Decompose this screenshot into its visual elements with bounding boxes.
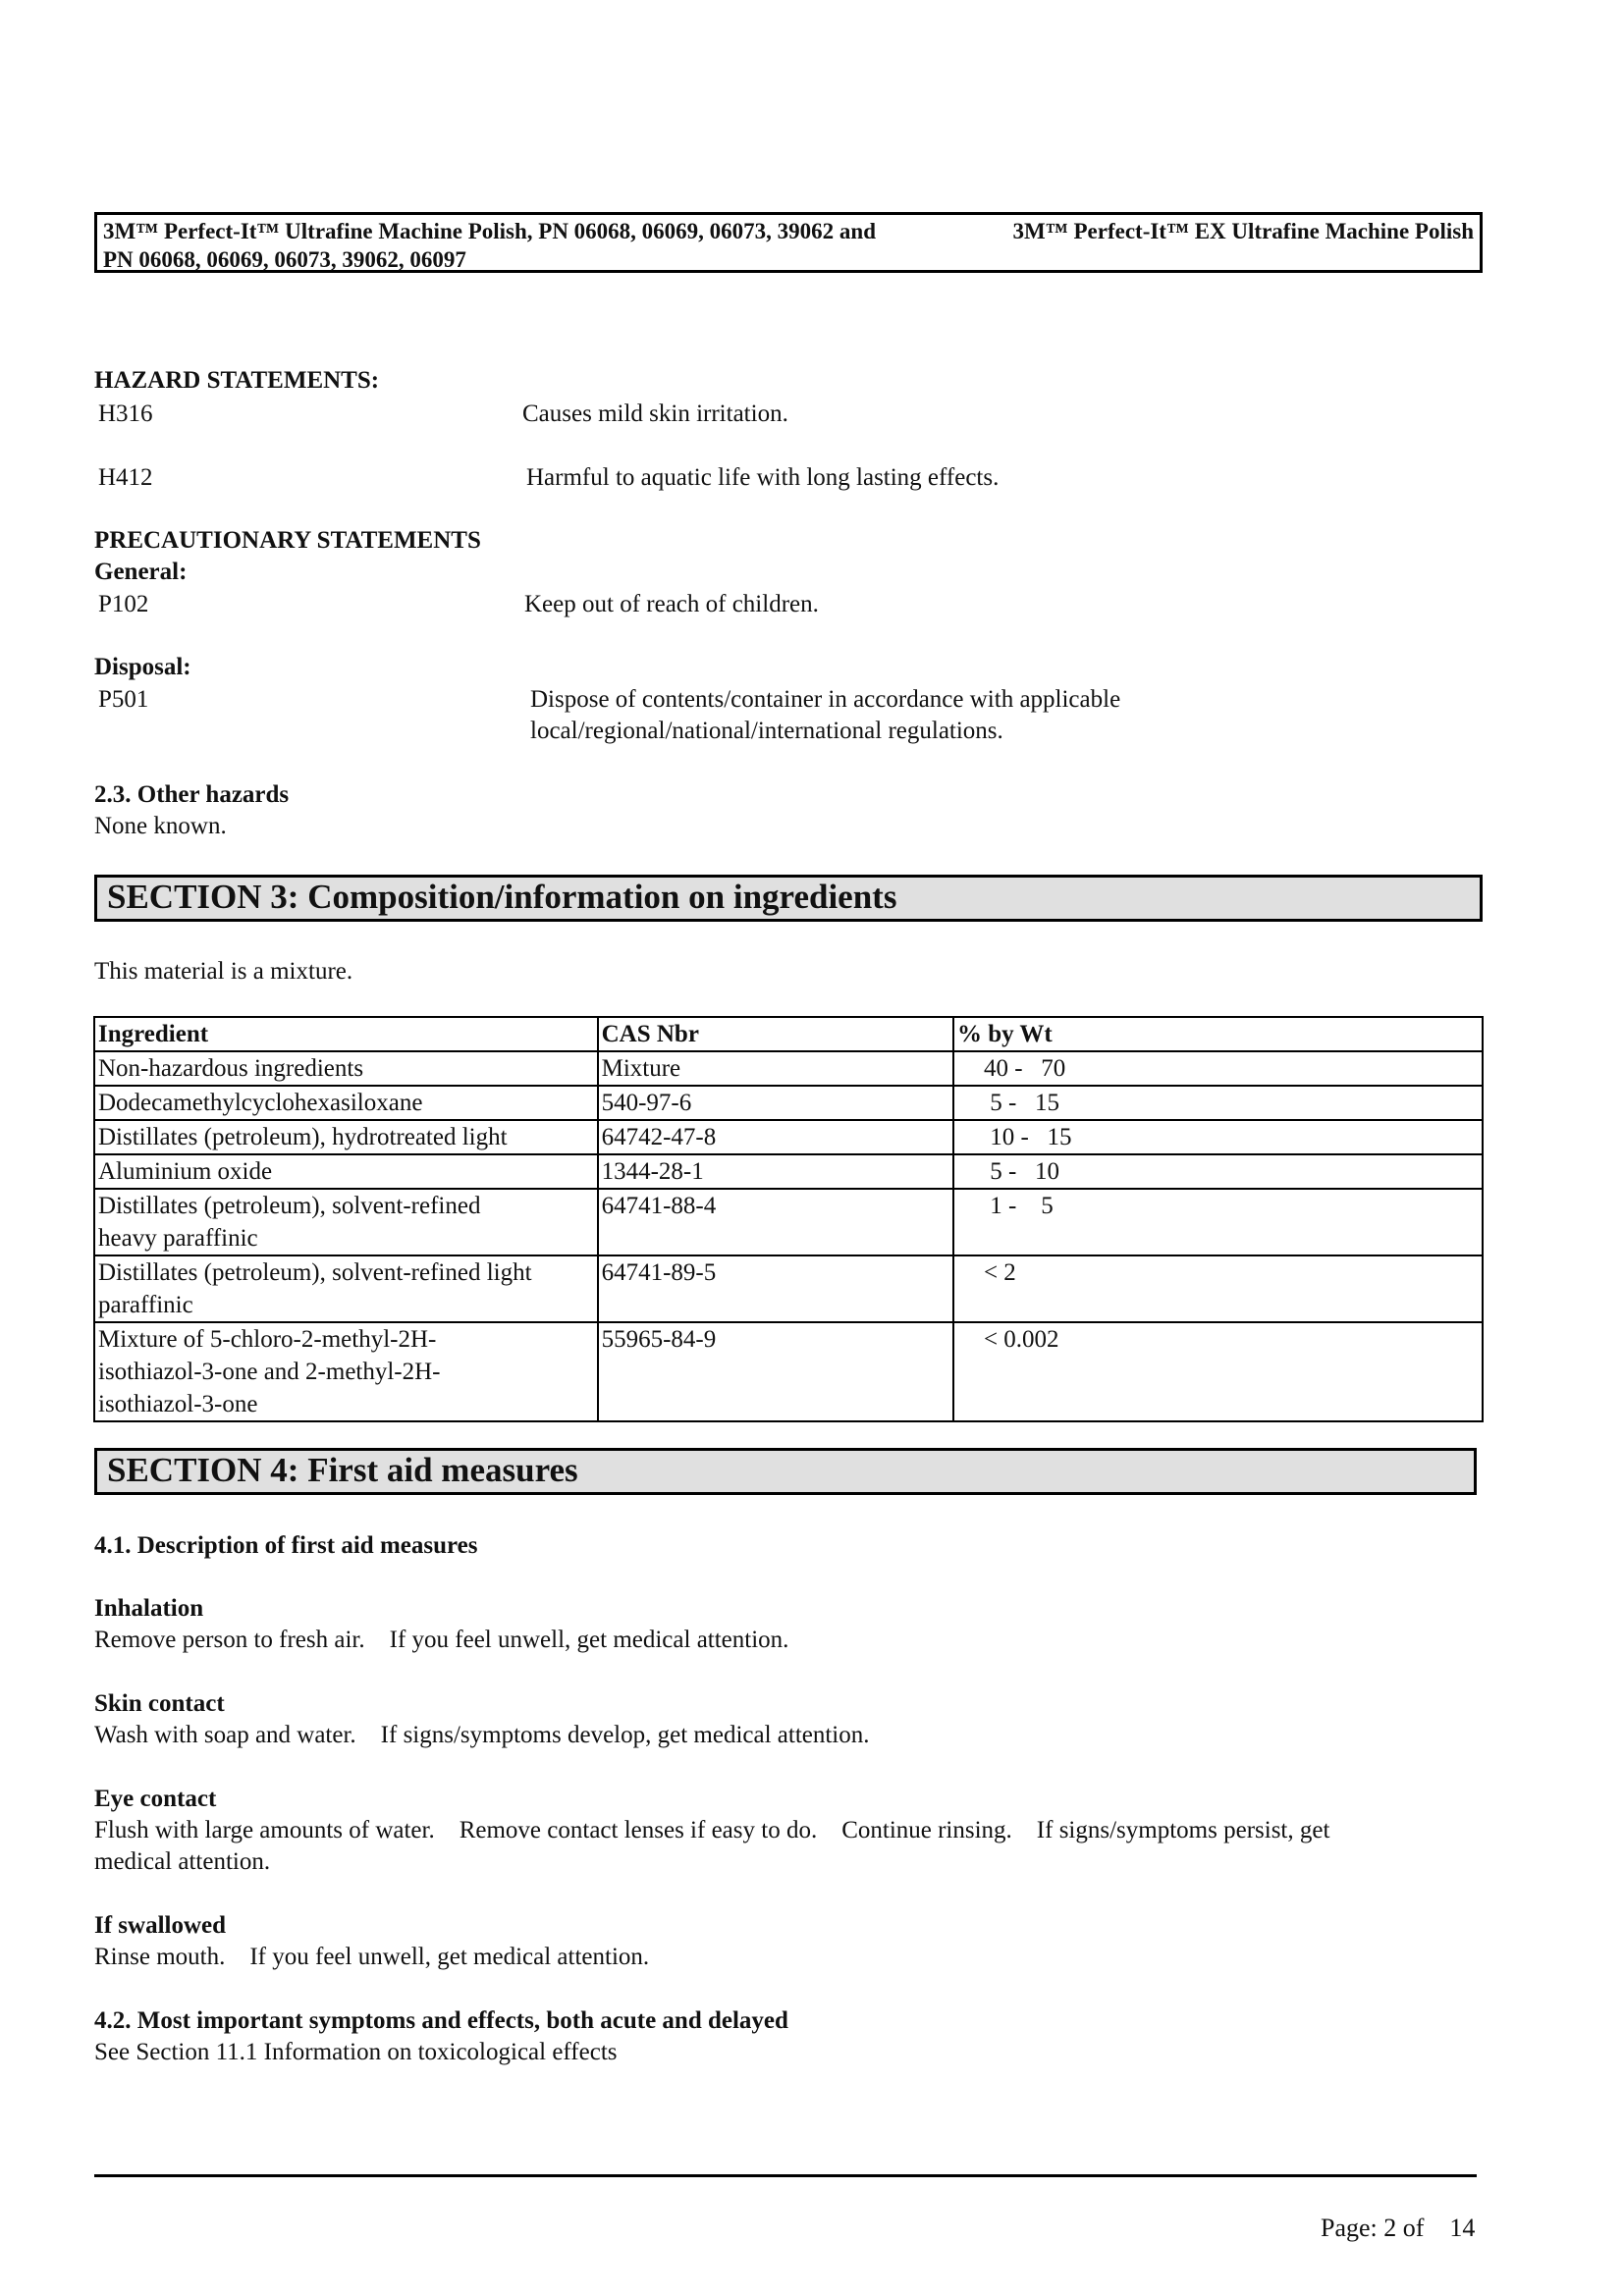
section4-title: SECTION 4: First aid measures: [107, 1451, 578, 1489]
cas-cell: 64741-89-5: [598, 1255, 953, 1322]
table-row: [94, 1255, 1483, 1322]
ingredient-name-line: isothiazol-3-one: [98, 1391, 258, 1417]
swallowed-text: Rinse mouth. If you feel unwell, get medical attention.: [94, 1944, 650, 1970]
ingredient-name-line: Distillates (petroleum), solvent-refined: [98, 1193, 481, 1219]
cas-cell: 55965-84-9: [598, 1322, 953, 1421]
eye-contact-text-line2: medical attention.: [94, 1848, 271, 1875]
precaution-text-p501-line2: local/regional/national/international regulations.: [530, 718, 1003, 744]
hazard-code-h316: H316: [98, 400, 153, 427]
header-product-line2: PN 06068, 06069, 06073, 39062, 06097: [103, 247, 466, 272]
page-total: 14: [1449, 2214, 1476, 2242]
ingredient-name: Distillates (petroleum), hydrotreated light: [98, 1124, 508, 1150]
ingredient-name-line: Distillates (petroleum), solvent-refined light: [98, 1259, 532, 1286]
cas-cell: 540-97-6: [598, 1086, 953, 1120]
section3-intro: This material is a mixture.: [94, 958, 353, 985]
symptoms-heading: 4.2. Most important symptoms and effects, both acute and delayed: [94, 2007, 788, 2034]
page-number: [1321, 2213, 1475, 2244]
skin-contact-text: Wash with soap and water. If signs/symptoms develop, get medical attention.: [94, 1722, 870, 1748]
ingredient-cell: [94, 1120, 598, 1154]
document-header: [94, 212, 1483, 273]
header-product-line1: 3M™ Perfect-It™ Ultrafine Machine Polish, PN 06068, 06069, 06073, 39062 and: [103, 219, 877, 243]
precautionary-heading: PRECAUTIONARY STATEMENTS: [94, 527, 481, 554]
inhalation-text: Remove person to fresh air. If you feel unwell, get medical attention.: [94, 1627, 789, 1653]
pct-cell: 10 - 15: [953, 1120, 1483, 1154]
other-hazards-heading: 2.3. Other hazards: [94, 781, 290, 808]
table-header-row: [94, 1017, 1483, 1051]
precaution-text-p102: Keep out of reach of children.: [524, 591, 819, 617]
skin-contact-heading: Skin contact: [94, 1690, 225, 1717]
disposal-label: Disposal:: [94, 654, 191, 680]
cas-cell: 1344-28-1: [598, 1154, 953, 1189]
pct-cell: 5 - 15: [953, 1086, 1483, 1120]
pct-cell: 1 - 5: [953, 1189, 1483, 1255]
section3-title-bar: [94, 875, 1483, 922]
ingredient-cell: [94, 1322, 598, 1421]
ingredients-table: [93, 1016, 1484, 1422]
pct-cell: 5 - 10: [953, 1154, 1483, 1189]
ingredient-name: Non-hazardous ingredients: [98, 1055, 364, 1082]
ingredient-cell: [94, 1154, 598, 1189]
ingredient-name-line: Mixture of 5-chloro-2-methyl-2H-: [98, 1326, 437, 1353]
precaution-text-p501-line1: Dispose of contents/container in accordance with applicable: [530, 686, 1121, 713]
general-label: General:: [94, 559, 188, 585]
cas-cell: Mixture: [598, 1051, 953, 1086]
table-row: [94, 1086, 1483, 1120]
header-product-ex: 3M™ Perfect-It™ EX Ultrafine Machine Polish: [1012, 219, 1474, 243]
page-label: Page: 2 of: [1321, 2214, 1425, 2242]
table-row: [94, 1120, 1483, 1154]
ingredient-cell: [94, 1086, 598, 1120]
section4-title-bar: [94, 1448, 1477, 1495]
ingredient-cell: [94, 1189, 598, 1255]
pct-cell: 40 - 70: [953, 1051, 1483, 1086]
hazard-text-h412: Harmful to aquatic life with long lasting effects.: [526, 464, 1000, 491]
cas-cell: 64742-47-8: [598, 1120, 953, 1154]
cas-cell: 64741-88-4: [598, 1189, 953, 1255]
ingredient-name-line: heavy paraffinic: [98, 1225, 258, 1252]
section3-title: SECTION 3: Composition/information on ingredients: [107, 878, 897, 916]
eye-contact-text-line1: Flush with large amounts of water. Remove contact lenses if easy to do. Continue rinsing. If signs/symptoms persist, get: [94, 1817, 1330, 1843]
swallowed-heading: If swallowed: [94, 1912, 227, 1939]
symptoms-text: See Section 11.1 Information on toxicological effects: [94, 2039, 618, 2065]
pct-cell: < 2: [953, 1255, 1483, 1322]
precaution-code-p501: P501: [98, 686, 149, 713]
ingredient-cell: [94, 1255, 598, 1322]
precaution-code-p102: P102: [98, 591, 149, 617]
other-hazards-text: None known.: [94, 813, 227, 839]
column-header-pct: % by Wt: [953, 1017, 1483, 1051]
first-aid-description-heading: 4.1. Description of first aid measures: [94, 1532, 478, 1559]
ingredient-cell: [94, 1051, 598, 1086]
eye-contact-heading: Eye contact: [94, 1786, 217, 1812]
ingredient-name: Aluminium oxide: [98, 1158, 273, 1185]
ingredient-name-line: isothiazol-3-one and 2-methyl-2H-: [98, 1359, 441, 1385]
column-header-cas: CAS Nbr: [598, 1017, 953, 1051]
hazard-code-h412: H412: [98, 464, 153, 491]
ingredient-name: Dodecamethylcyclohexasiloxane: [98, 1090, 423, 1116]
ingredient-name-line: paraffinic: [98, 1292, 193, 1318]
table-row: [94, 1154, 1483, 1189]
inhalation-heading: Inhalation: [94, 1595, 204, 1622]
table-row: [94, 1322, 1483, 1421]
table-row: [94, 1189, 1483, 1255]
hazard-text-h316: Causes mild skin irritation.: [522, 400, 788, 427]
hazard-heading: HAZARD STATEMENTS:: [94, 367, 380, 394]
pct-cell: < 0.002: [953, 1322, 1483, 1421]
column-header-ingredient: Ingredient: [94, 1017, 598, 1051]
table-row: [94, 1051, 1483, 1086]
footer-divider: [94, 2174, 1477, 2177]
